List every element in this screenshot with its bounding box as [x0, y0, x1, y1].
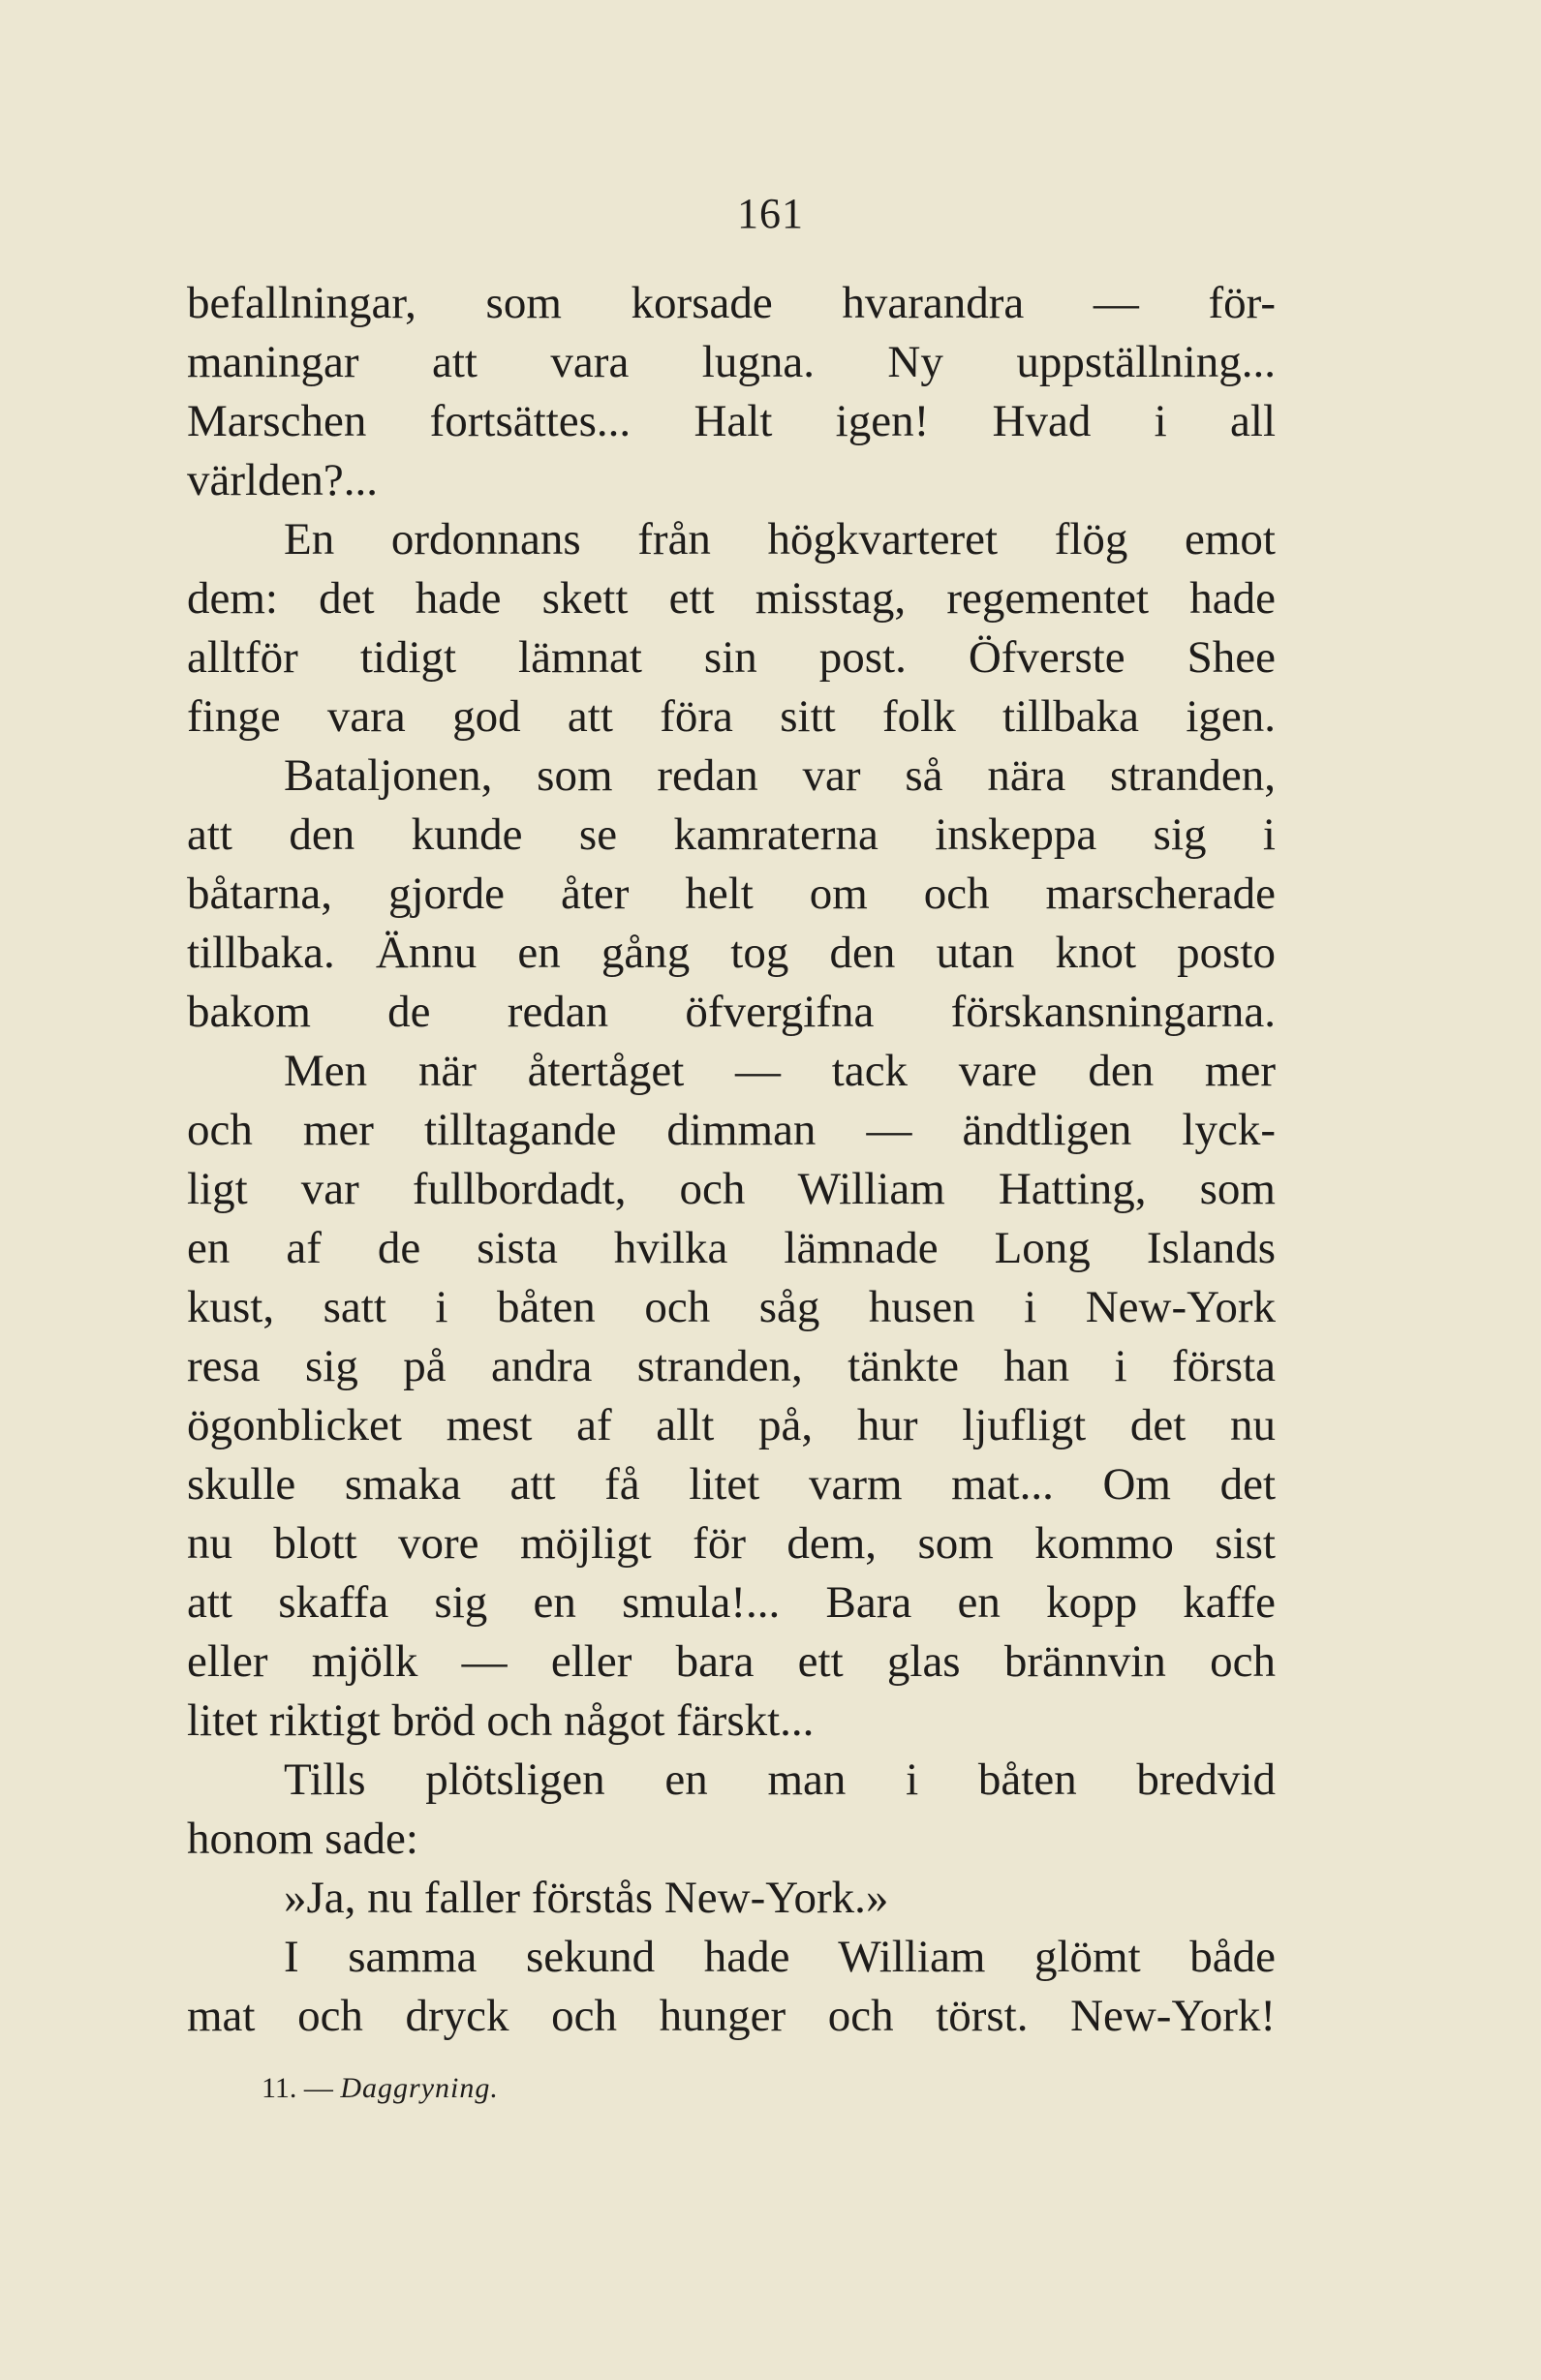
text-line: tillbaka. Ännu en gång tog den utan knot posto: [187, 928, 1276, 978]
text-line: att skaffa sig en smula!... Bara en kopp kaffe: [187, 1577, 1276, 1628]
text-line: världen?...: [187, 455, 379, 505]
text-line: båtarna, gjorde åter helt om och marscherade: [187, 869, 1276, 919]
text-line: och mer tilltagande dimman — ändtligen lyck-: [187, 1105, 1276, 1155]
text-line: »Ja, nu faller förstås New-York.»: [284, 1873, 889, 1923]
text-line: att den kunde se kamraterna inskeppa sig i: [187, 809, 1276, 860]
body-text: [187, 274, 1276, 2046]
text-line: bakom de redan öfvergifna förskansningarna.: [187, 987, 1276, 1037]
text-line: skulle smaka att få litet varm mat... Om det: [187, 1459, 1276, 1510]
text-line: eller mjölk — eller bara ett glas brännvin och: [187, 1636, 1276, 1687]
text-line: nu blott vore möjligt för dem, som kommo sist: [187, 1518, 1276, 1569]
text-line: maningar att vara lugna. Ny uppställning...: [187, 337, 1276, 387]
text-line: finge vara god att föra sitt folk tillbaka igen.: [187, 691, 1276, 742]
text-line: kust, satt i båten och såg husen i New-York: [187, 1282, 1276, 1332]
text-line: befallningar, som korsade hvarandra — för-: [187, 278, 1276, 328]
text-line: I samma sekund hade William glömt både: [284, 1932, 1276, 1982]
text-line: En ordonnans från högkvarteret flög emot: [284, 514, 1276, 564]
signature-title: Daggryning.: [340, 2072, 499, 2104]
text-line: dem: det hade skett ett misstag, regementet hade: [187, 573, 1276, 624]
signature-dash: —: [303, 2072, 333, 2104]
text-line: mat och dryck och hunger och törst. New-York!: [187, 1991, 1276, 2041]
text-line: litet riktigt bröd och något färskt...: [187, 1695, 815, 1746]
text-line: Marschen fortsättes... Halt igen! Hvad i all: [187, 396, 1276, 446]
text-line: resa sig på andra stranden, tänkte han i första: [187, 1341, 1276, 1391]
text-line: ögonblicket mest af allt på, hur ljufligt det nu: [187, 1400, 1276, 1450]
text-line: alltför tidigt lämnat sin post. Öfverste Shee: [187, 632, 1276, 683]
text-line: Bataljonen, som redan var så nära stranden,: [284, 750, 1276, 801]
text-line: Tills plötsligen en man i båten bredvid: [284, 1754, 1276, 1805]
signature-number: 11.: [262, 2072, 297, 2104]
page-number: 161: [737, 190, 804, 237]
text-line: ligt var fullbordadt, och William Hatting, som: [187, 1164, 1276, 1214]
text-line: Men när återtåget — tack vare den mer: [284, 1046, 1276, 1096]
text-line: honom sade:: [187, 1814, 418, 1864]
printer-signature: [262, 2072, 499, 2105]
text-line: en af de sista hvilka lämnade Long Islands: [187, 1223, 1276, 1273]
